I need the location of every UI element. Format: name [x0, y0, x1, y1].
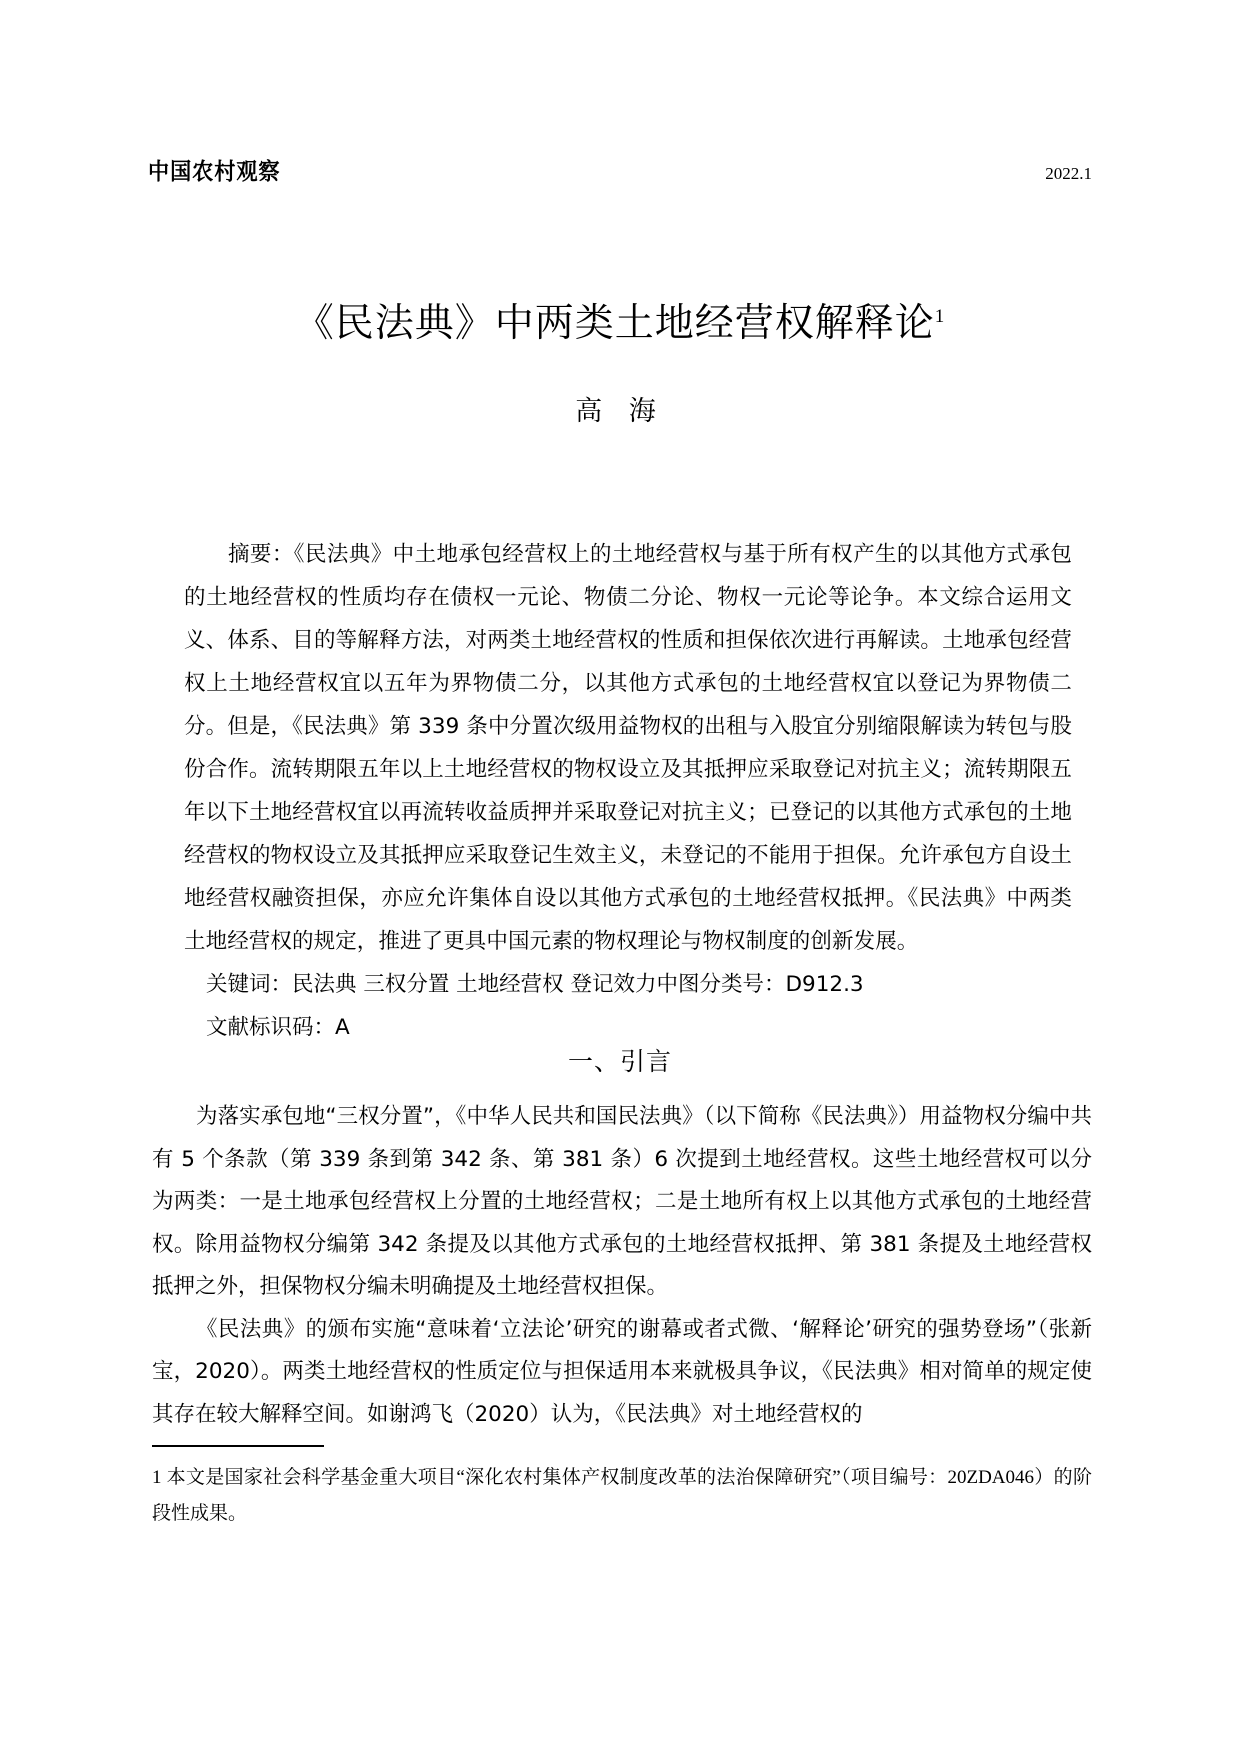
keywords-line: 关键词：民法典 三权分置 土地经营权 登记效力中图分类号：D912.3: [206, 972, 864, 997]
title-footnote-marker: 1: [934, 306, 946, 327]
body-paragraph: 为落实承包地“三权分置”，《中华人民共和国民法典》（以下简称《民法典》）用益物权分编中共有 5 个条款（第 339 条到第 342 条、第 381 条）6 次提到土地经营权。这些土地经营权可以分为两类：一是土地承包经营权上分置的土地经营权；二是土地所有权上以其他方式承包的土地经营权。除用益物权分编第 342 条提及以其他方式承包的土地经营权抵押、第 381 条提及土地经营权抵押之外，担保物权分编未明确提及土地经营权担保。: [152, 1104, 1092, 1299]
footnote-marker: 1: [152, 1467, 162, 1488]
section-heading-introduction: 一、引言: [567, 1047, 672, 1076]
abstract-block: [184, 533, 1072, 1049]
abstract-paragraph: 摘要：《民法典》中土地承包经营权上的土地经营权与基于所有权产生的以其他方式承包的土地经营权的性质均存在债权一元论、物债二分论、物权一元论等论争。本文综合运用文义、体系、目的等解释方法，对两类土地经营权的性质和担保依次进行再解读。土地承包经营权上土地经营权宜以五年为界物债二分，以其他方式承包的土地经营权宜以登记为界物债二分。但是，《民法典》第 339 条中分置次级用益物权的出租与入股宜分别缩限解读为转包与股份合作。流转期限五年以上土地经营权的物权设立及其抵押应采取登记对抗主义；流转期限五年以下土地经营权宜以再流转收益质押并采取登记对抗主义；已登记的以其他方式承包的土地经营权的物权设立及其抵押应采取登记生效主义，未登记的不能用于担保。允许承包方自设土地经营权融资担保，亦应允许集体自设以其他方式承包的土地经营权抵押。《民法典》中两类土地经营权的规定，推进了更具中国元素的物权理论与物权制度的创新发展。: [184, 542, 1072, 954]
issue-label: 2022.1: [1045, 164, 1092, 183]
journal-name: 中国农村观察: [148, 159, 281, 185]
body-paragraph: 《民法典》的颁布实施“意味着‘立法论’研究的谢幕或者式微、‘解释论’研究的强势登场”（张新宝，2020）。两类土地经营权的性质定位与担保适用本来就极具争议，《民法典》相对简单的规定使其存在较大解释空间。如谢鸿飞（2020）认为，《民法典》对土地经营权的: [152, 1316, 1092, 1427]
page-title: [120, 300, 1120, 349]
author-name: 高 海: [575, 395, 665, 427]
running-head: [148, 150, 1092, 184]
paper-title-text: 《民法典》中两类土地经营权解释论: [294, 301, 935, 346]
body-block: [152, 1096, 1092, 1436]
footnote-body: 本文是国家社会科学基金重大项目“深化农村集体产权制度改革的法治保障研究”（项目编号：20ZDA046）的阶段性成果。: [152, 1467, 1093, 1524]
title-block: [120, 300, 1120, 428]
footnote-block: [152, 1445, 1092, 1532]
footnote-entry: [152, 1460, 1092, 1532]
document-code-line: 文献标识码：A: [206, 1015, 350, 1040]
footnote-separator-rule: [152, 1445, 324, 1447]
